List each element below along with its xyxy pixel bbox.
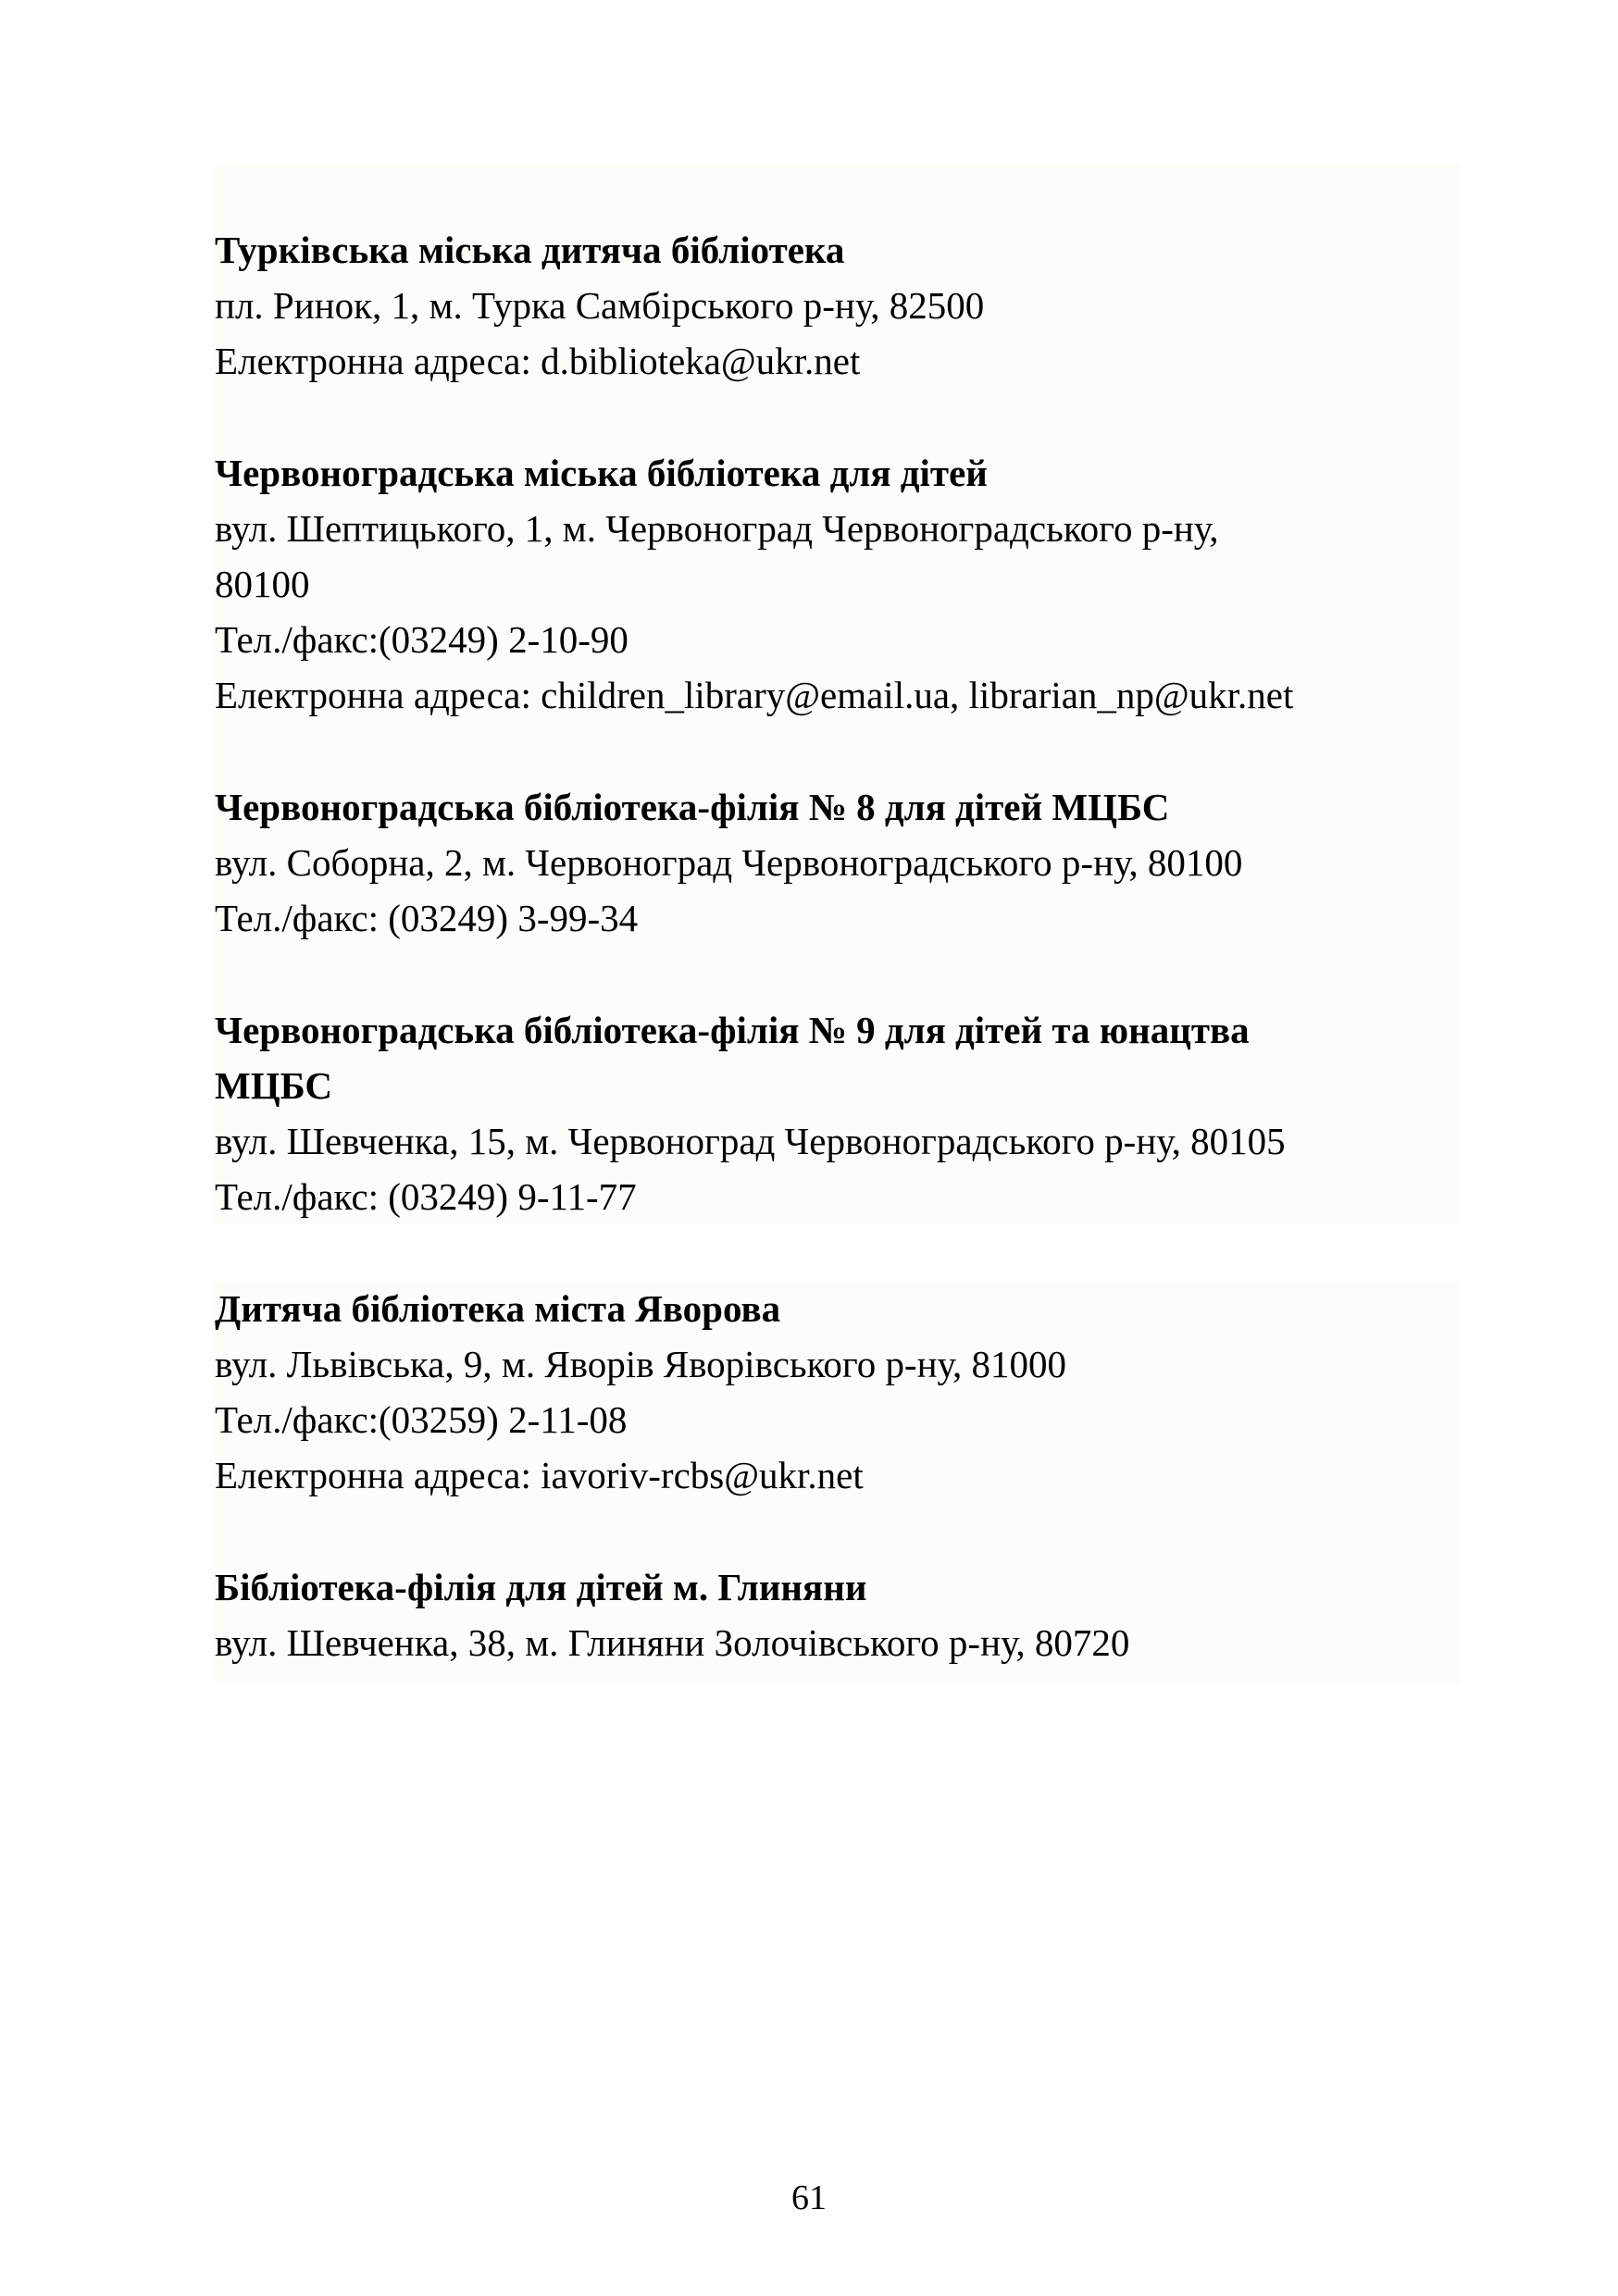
library-title-continued: МЦБС xyxy=(215,1064,333,1107)
library-address: вул. Львівська, 9, м. Яворів Яворівського р-ну, 81000 xyxy=(215,1343,1066,1385)
library-phone: Тел./факс: (03249) 9-11-77 xyxy=(215,1175,637,1218)
library-title: Червоноградська міська бібліотека для дітей xyxy=(215,452,988,494)
library-title: Червоноградська бібліотека-філія № 8 для дітей МЦБС xyxy=(215,786,1170,828)
library-email: Електронна адреса: children_library@email.ua, librarian_np@ukr.net xyxy=(215,674,1294,716)
library-email: Електронна адреса: iavoriv-rcbs@ukr.net xyxy=(215,1454,864,1496)
library-phone: Тел./факс:(03259) 2-11-08 xyxy=(215,1398,628,1441)
library-address: вул. Шевченка, 15, м. Червоноград Червоноградського р-ну, 80105 xyxy=(215,1120,1286,1162)
library-entry-hlyniany xyxy=(215,1559,1460,1685)
library-entry-yavoriv xyxy=(215,1281,1460,1503)
library-phone: Тел./факс:(03249) 2-10-90 xyxy=(215,618,629,661)
library-title: Дитяча бібліотека міста Яворова xyxy=(215,1287,781,1330)
entry-spacer xyxy=(215,1503,1460,1559)
page-number: 61 xyxy=(791,2178,827,2217)
library-entry-branch-8 xyxy=(215,779,1460,946)
library-address: вул. Шептицького, 1, м. Червоноград Червоноградського р-ну, xyxy=(215,507,1219,550)
entry-spacer xyxy=(215,1224,1460,1281)
entry-spacer xyxy=(215,946,1460,1002)
library-title: Бібліотека-філія для дітей м. Глиняни xyxy=(215,1566,867,1608)
library-address: вул. Соборна, 2, м. Червоноград Червоноградського р-ну, 80100 xyxy=(215,841,1243,884)
library-title: Червоноградська бібліотека-філія № 9 для дітей та юнацтва xyxy=(215,1009,1250,1051)
library-address: вул. Шевченка, 38, м. Глиняни Золочівського р-ну, 80720 xyxy=(215,1621,1130,1664)
library-entry-turka xyxy=(215,165,1460,389)
entry-spacer xyxy=(215,723,1460,779)
library-address-continued: 80100 xyxy=(215,563,310,605)
library-entry-branch-9 xyxy=(215,1002,1460,1224)
page-content xyxy=(215,165,1460,1685)
library-email: Електронна адреса: d.biblioteka@ukr.net xyxy=(215,340,861,382)
entry-spacer xyxy=(215,389,1460,445)
library-address: пл. Ринок, 1, м. Турка Самбірського р-ну, 82500 xyxy=(215,284,985,327)
library-entry-chervonohrad-city xyxy=(215,445,1460,723)
library-title: Турківська міська дитяча бібліотека xyxy=(215,229,845,271)
library-phone: Тел./факс: (03249) 3-99-34 xyxy=(215,897,639,939)
